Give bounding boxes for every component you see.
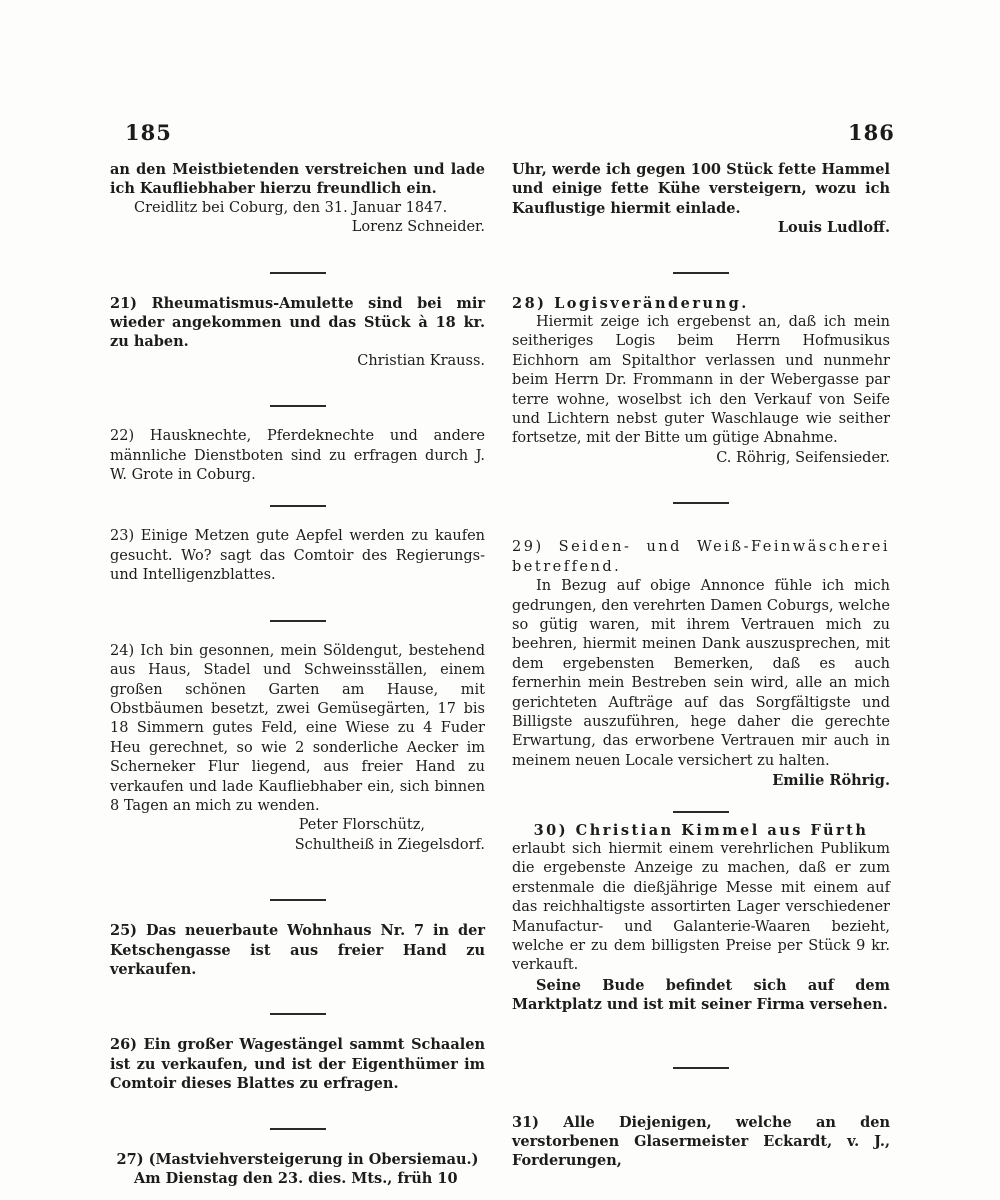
ad-24-text: 24) Ich bin gesonnen, mein Söldengut, bestehend aus Haus, Stadel und Schweinsställen, einem großen schönen Garten am Hause, mit Obstbäumen besetzt, zwei Gemüsegärten, 17 bis 18 Simmern gutes Feld, eine Wiese zu 4 Fuder Heu gerechnet, so wie 2 sonderliche Aecker im Scherneker Flur liegend, aus freier Hand zu verkaufen und lade Kaufliebhaber ein, sich binnen 8 Tagen an mich zu wenden.: [110, 642, 485, 814]
continued-notice-place-date: Creidlitz bei Coburg, den 31. Januar 1847.: [134, 199, 448, 216]
ad-29-signature: Emilie Röhrig.: [772, 772, 890, 790]
page-number-right: 186: [848, 120, 895, 145]
ad-30-heading: 30) Christian Kimmel aus Fürth: [533, 821, 869, 839]
continued-notice-text: an den Meistbietenden verstreichen und lade ich Kaufliebhaber hierzu freundlich ein.: [110, 161, 485, 198]
ad-22-text: 22) Hausknechte, Pferdeknechte und andere männliche Dienstboten sind zu erfragen durch J. W. Grote in Coburg.: [110, 428, 485, 484]
ad-21-text: 21) Rheumatismus-Amulette sind bei mir wieder angekommen und das Stück à 18 kr. zu haben.: [110, 294, 485, 351]
ad-29-text: In Bezug auf obige Annonce fühle ich mich gedrungen, den verehrten Damen Coburgs, welche so gütig waren, mit ihrem Vertrauen mich zu beehren, hiermit meinen Dank auszusprechen, mit dem ergebensten Bemerken, daß es auch fernerhin mein Bestreben sein wird, alle an mich gerichteten Aufträge auf das Sorgfältigste und Billigste auszuführen, hege daher die gerechte Erwartung, das erworbene Vertrauen mir auch in meinem neuen Locale versichert zu halten.: [512, 578, 890, 769]
page-number-left: 185: [125, 120, 172, 145]
ad-27-heading: 27) (Mastviehversteigerung in Obersiemau.): [116, 1150, 479, 1168]
ad-29-heading: 29) Seiden- und Weiß-Feinwäscherei betreffend.: [512, 539, 890, 575]
continued-auction-signature: Louis Ludloff.: [777, 219, 890, 237]
ad-21-signature: Christian Krauss.: [357, 352, 485, 369]
ad-24-signature-name: Peter Florschütz,: [298, 817, 425, 834]
left-column: [110, 160, 485, 1188]
ad-30-text-second: Seine Bude befindet sich auf dem Marktplatz und ist mit seiner Firma versehen.: [512, 976, 890, 1014]
ad-28-heading: 28) Logisveränderung.: [512, 294, 749, 312]
continued-auction-text: Uhr, werde ich gegen 100 Stück fette Hammel und einige fette Kühe versteigern, wozu ich Kauflustige hiermit einlade.: [512, 161, 890, 217]
ad-31-text: 31) Alle Diejenigen, welche an den verstorbenen Glasermeister Eckardt, v. J., Forderungen,: [512, 1113, 890, 1170]
ad-25-text: 25) Das neuerbaute Wohnhaus Nr. 7 in der Ketschengasse ist aus freier Hand zu verkaufen.: [110, 922, 485, 978]
ad-27-text: Am Dienstag den 23. dies. Mts., früh 10: [134, 1170, 458, 1187]
ad-23-text: 23) Einige Metzen gute Aepfel werden zu kaufen gesucht. Wo? sagt das Comtoir des Regierungs- und Intelligenzblattes.: [110, 528, 485, 584]
ad-24-signature-title: Schultheiß in Ziegelsdorf.: [294, 836, 485, 853]
ad-28-signature: C. Röhrig, Seifensieder.: [716, 449, 890, 466]
ad-28-text: Hiermit zeige ich ergebenst an, daß ich mein seitheriges Logis beim Herrn Hofmusikus Eichhorn am Spitalthor verlassen und nunmehr beim Herrn Dr. Frommann in der Webergasse par terre wohne, woselbst ich den Verkauf von Seife und Lichtern nebst guter Waschlauge wie seither fortsetze, mit der Bitte um gütige Abnahme.: [512, 314, 890, 447]
ad-26-text: 26) Ein großer Wagestängel sammt Schaalen ist zu verkaufen, und ist der Eigenthümer im Comtoir dieses Blattes zu erfragen.: [110, 1036, 485, 1093]
continued-notice-signature: Lorenz Schneider.: [351, 219, 485, 236]
ad-30-text: erlaubt sich hiermit einem verehrlichen Publikum die ergebenste Anzeige zu machen, daß er zum erstenmale die dießjährige Messe mit einem auf das reichhaltigste assortirten Lager verschiedener Manufactur- und Galanterie-Waaren bezieht, welche er zu dem billigsten Preise per Stück 9 kr. verkauft.: [512, 840, 890, 974]
right-column: [512, 160, 890, 1171]
